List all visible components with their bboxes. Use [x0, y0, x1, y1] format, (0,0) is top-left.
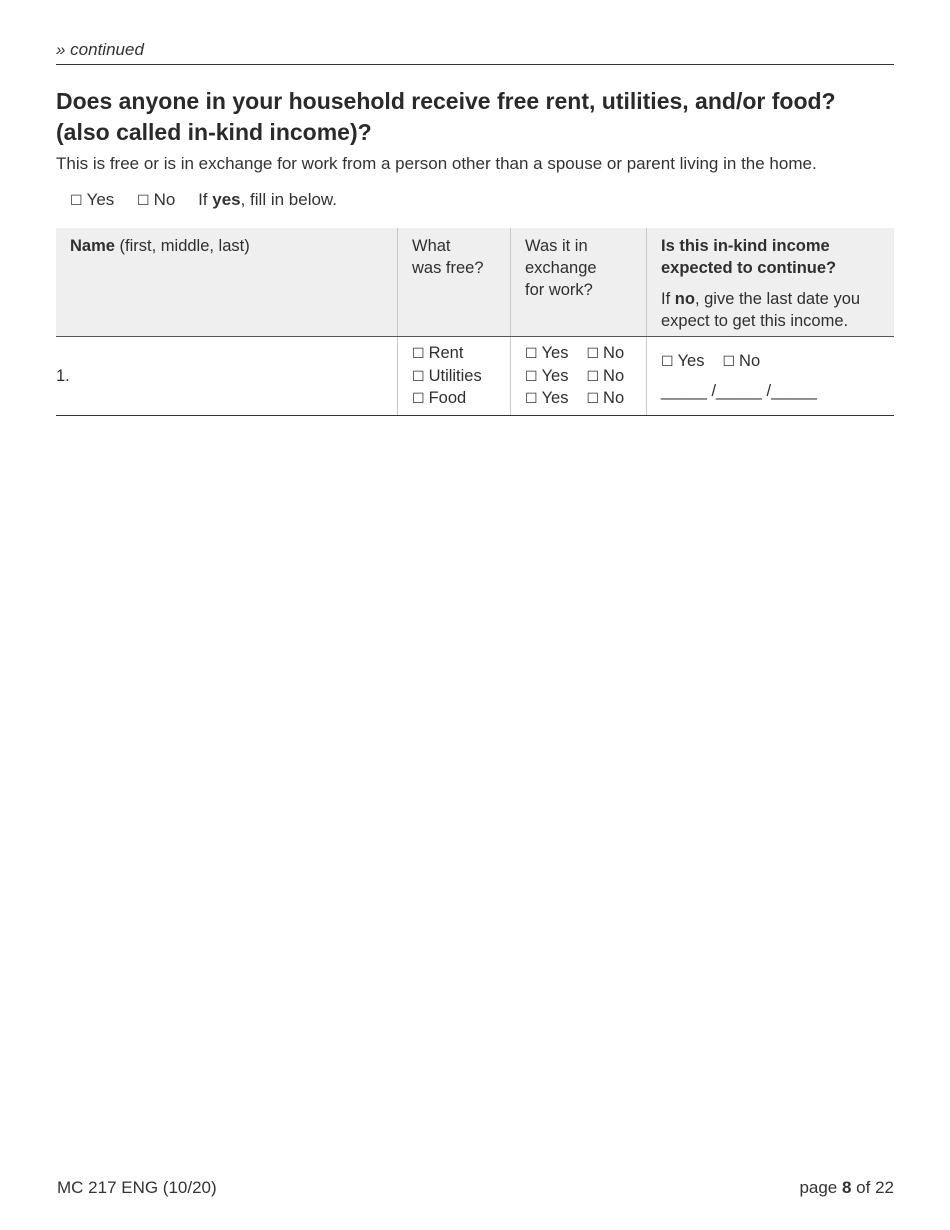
- continue-no[interactable]: ☐ No: [722, 352, 761, 370]
- name-column-header: Name (first, middle, last): [56, 228, 398, 337]
- utilities-work-no[interactable]: ☐ No: [586, 366, 625, 385]
- expected-continue-cell: [647, 337, 895, 416]
- food-option[interactable]: ☐ Food: [412, 389, 467, 407]
- utilities-checkbox[interactable]: ☐: [412, 368, 425, 385]
- name-cell[interactable]: [56, 337, 398, 416]
- table-header-row: [56, 228, 894, 337]
- yes-option[interactable]: [70, 190, 114, 209]
- utilities-option[interactable]: ☐ Utilities: [412, 366, 482, 385]
- household-in-kind-answer: [70, 190, 337, 210]
- rent-checkbox[interactable]: ☐: [412, 346, 425, 362]
- no-checkbox[interactable]: ☐: [137, 193, 150, 209]
- no-option[interactable]: [137, 190, 175, 209]
- continue-note: If no, give the last date you expect to get this income.: [661, 290, 861, 330]
- exchange-work-cell: [511, 337, 647, 416]
- rent-option[interactable]: ☐ Rent: [412, 344, 464, 362]
- food-work-yes[interactable]: ☐ Yes: [525, 389, 569, 407]
- food-work-answer: [525, 388, 632, 411]
- exchange-work-column-header: Was it in exchange for work?: [511, 228, 647, 337]
- what-free-cell: [398, 337, 511, 416]
- row-number: 1.: [56, 367, 70, 385]
- utilities-work-yes[interactable]: ☐ Yes: [525, 366, 569, 385]
- food-checkbox[interactable]: ☐: [412, 391, 425, 407]
- form-id: MC 217 ENG (10/20): [57, 1178, 217, 1197]
- yes-checkbox[interactable]: ☐: [70, 193, 83, 209]
- question-description: This is free or is in exchange for work from a person other than a spouse or parent living in the home.: [56, 154, 817, 173]
- food-work-no[interactable]: ☐ No: [586, 389, 625, 407]
- no-label: No: [153, 190, 176, 209]
- expected-continue-column-header: Is this in-kind income expected to continue? If no, give the last date you expect to get this income.: [647, 228, 895, 337]
- yes-label: Yes: [86, 190, 115, 209]
- page-number: page 8 of 22: [799, 1178, 894, 1197]
- in-kind-income-table: [56, 228, 894, 416]
- continue-yes[interactable]: ☐ Yes: [661, 352, 705, 370]
- rent-work-yes[interactable]: ☐ Yes: [525, 344, 569, 362]
- what-free-column-header: What was free?: [398, 228, 511, 337]
- rent-work-no[interactable]: ☐ No: [586, 344, 625, 362]
- utilities-work-answer: [525, 366, 632, 389]
- last-date-field[interactable]: _____ /_____ /_____: [661, 381, 817, 400]
- continue-answer: [661, 351, 880, 374]
- question-title: Does anyone in your household receive free rent, utilities, and/or food? (also called in-kind income)?: [56, 88, 836, 145]
- continued-label: » continued: [56, 40, 144, 59]
- rent-work-answer: [525, 343, 632, 366]
- fill-instruction: If yes, fill in below.: [198, 190, 337, 209]
- table-row: [56, 337, 894, 416]
- header-divider: [56, 64, 894, 65]
